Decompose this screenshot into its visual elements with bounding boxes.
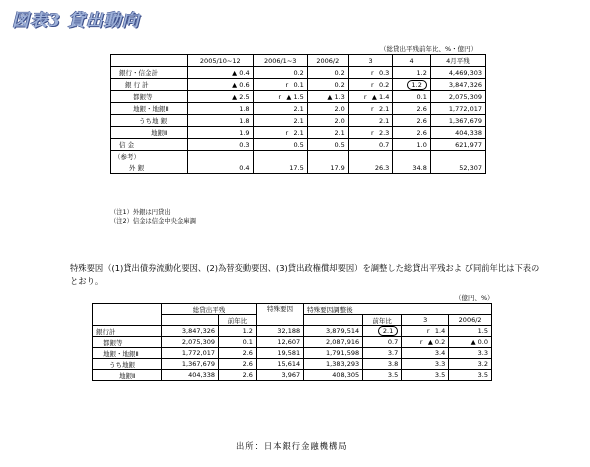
explanation-paragraph: 特殊要因（(1)貸出債券流動化要因、(2)為替変動要因、(3)貸出政権償却要因）を調整した総貸出平残およ び同前年比は下表のとおり。 (70, 263, 540, 286)
col-header: 前年比 (219, 315, 257, 326)
cell (188, 151, 254, 163)
row-label: 銀 行 計 (111, 79, 188, 91)
cell: 2.1 (253, 115, 307, 127)
table-header-row (111, 55, 486, 67)
row-label: 信 金 (111, 139, 188, 151)
col-header-blank (304, 315, 363, 326)
cell: 19,581 (256, 348, 303, 359)
cell (253, 79, 307, 91)
col-header: 特殊要因 (256, 304, 303, 326)
cell: 0.3 (188, 139, 254, 151)
col-header: 4 (393, 55, 431, 67)
cell: 15,614 (256, 359, 303, 370)
unit-note: （総貸出平残前年比、%・億円） (380, 45, 478, 53)
cell (307, 151, 348, 163)
cell (393, 79, 431, 91)
cell: 3.3 (402, 359, 449, 370)
cell-value: ▲ 1.5 (286, 92, 304, 101)
cell: 4,469,303 (430, 67, 485, 79)
revised-mark: r (370, 128, 374, 137)
col-header: 4月平残 (430, 55, 485, 67)
cell: 0.1 (219, 337, 257, 348)
cell (348, 79, 393, 91)
cell (348, 139, 393, 151)
cell-value: 0.7 (378, 140, 390, 149)
cell-value: 0.1 (293, 80, 304, 89)
revised-mark: r (363, 92, 367, 101)
cell: 32,188 (256, 326, 303, 337)
cell-value: 0.3 (378, 68, 390, 77)
cell: ▲ 2.5 (188, 91, 254, 103)
cell: ▲ 0.0 (449, 337, 492, 348)
table-row (111, 67, 486, 79)
cell-value: 1.4 (434, 327, 446, 335)
col-header: 前年比 (363, 315, 402, 326)
col-header: 2005/10~12 (188, 55, 254, 67)
source-note: 出所：日本銀行金融機構局 (236, 441, 348, 451)
cell: 2.6 (219, 370, 257, 381)
cell (430, 151, 485, 163)
row-label: 地銀・地銀Ⅱ (111, 103, 188, 115)
cell (402, 337, 449, 348)
cell (348, 115, 393, 127)
cell: 3.5 (363, 370, 402, 381)
corner-cell (93, 304, 162, 326)
cell: 3.8 (363, 359, 402, 370)
cell: 12,607 (256, 337, 303, 348)
cell (348, 127, 393, 139)
revised-mark: r (370, 68, 374, 77)
table-row (111, 162, 486, 174)
cell: 408,305 (304, 370, 363, 381)
page-title: 図表3 貸出動向 (12, 11, 140, 31)
table-row (93, 326, 492, 337)
revised-mark: r (285, 128, 289, 137)
cell-value: 0.2 (378, 80, 390, 89)
cell: 1.2 (219, 326, 257, 337)
cell: 1,383,293 (304, 359, 363, 370)
cell: 2.1 (307, 127, 348, 139)
cell: ▲ 0.4 (188, 67, 254, 79)
table-row (111, 79, 486, 91)
cell: 1.8 (188, 115, 254, 127)
cell: 2,075,309 (162, 337, 219, 348)
cell: 2.6 (393, 103, 431, 115)
table-row (93, 370, 492, 381)
adjusted-lending-table (92, 303, 492, 381)
cell: 2,087,916 (304, 337, 363, 348)
cell: 1,772,017 (162, 348, 219, 359)
cell: 2.6 (393, 127, 431, 139)
row-label: 都銀等 (93, 337, 162, 348)
cell: 3.5 (449, 370, 492, 381)
cell: 2.0 (307, 103, 348, 115)
row-label: （参考） (111, 151, 188, 163)
cell: 0.5 (307, 139, 348, 151)
highlight-circle: 1.2 (407, 80, 427, 90)
table-row (93, 337, 492, 348)
row-label: 都銀等 (111, 91, 188, 103)
table-row (111, 115, 486, 127)
cell: 1,367,679 (430, 115, 485, 127)
cell-value: ▲ 0.2 (427, 338, 446, 346)
cell: 3,967 (256, 370, 303, 381)
cell (253, 127, 307, 139)
cell: 0.2 (307, 79, 348, 91)
table-row (111, 91, 486, 103)
col-header: 3 (402, 315, 449, 326)
col-header: 総貸出平残 (162, 304, 257, 315)
cell: 0.7 (363, 337, 402, 348)
cell: 0.4 (188, 162, 254, 174)
cell: 52,307 (430, 162, 485, 174)
cell (402, 326, 449, 337)
cell (348, 103, 393, 115)
cell: 17.5 (253, 162, 307, 174)
cell: 0.2 (253, 67, 307, 79)
col-header: 3 (348, 55, 393, 67)
cell (363, 326, 402, 337)
cell: 3.7 (363, 348, 402, 359)
row-label: 銀行・信金計 (111, 67, 188, 79)
cell-value: 2.1 (293, 128, 304, 137)
cell (348, 67, 393, 79)
col-header: 2006/2 (307, 55, 348, 67)
table-row (111, 127, 486, 139)
highlight-circle: 2.1 (378, 326, 398, 336)
cell: 3,847,326 (162, 326, 219, 337)
table-row (111, 103, 486, 115)
row-label: 地銀Ⅱ (111, 127, 188, 139)
cell: 2,075,309 (430, 91, 485, 103)
cell: 0.2 (307, 67, 348, 79)
revised-mark: r (370, 104, 374, 113)
row-label: うち地銀 (93, 359, 162, 370)
cell (253, 91, 307, 103)
row-label: 地銀Ⅱ (93, 370, 162, 381)
cell: 2.0 (307, 115, 348, 127)
unit-note-2: （億円、%） (455, 294, 494, 302)
cell: 3.4 (402, 348, 449, 359)
row-label: うち地 銀 (111, 115, 188, 127)
table-row (111, 151, 486, 163)
cell (348, 91, 393, 103)
cell: 1.9 (188, 127, 254, 139)
cell: 1,367,679 (162, 359, 219, 370)
cell: ▲ 0.6 (188, 79, 254, 91)
col-header: 2006/2 (449, 315, 492, 326)
cell: 404,338 (430, 127, 485, 139)
revised-mark: r (370, 80, 374, 89)
cell: 3,847,326 (430, 79, 485, 91)
col-header: 特殊要因調整後 (304, 304, 492, 315)
cell: 2.6 (393, 115, 431, 127)
row-label: 銀行計 (93, 326, 162, 337)
revised-mark: r (278, 92, 282, 101)
row-label: 地銀・地銀Ⅱ (93, 348, 162, 359)
cell: 404,338 (162, 370, 219, 381)
cell-value: 2.3 (378, 128, 390, 137)
cell: 0.5 (253, 139, 307, 151)
col-header: 2006/1~3 (253, 55, 307, 67)
cell: 1.8 (188, 103, 254, 115)
table-row (93, 359, 492, 370)
cell: 3,879,514 (304, 326, 363, 337)
cell: 2.6 (219, 348, 257, 359)
col-header-blank (162, 315, 219, 326)
note-line: （注2）信金は信金中央金庫調 (110, 218, 196, 225)
lending-trend-table (110, 54, 486, 174)
revised-mark: r (419, 338, 423, 346)
cell-value: 2.1 (378, 116, 390, 125)
revised-mark: r (285, 80, 289, 89)
cell (348, 151, 393, 163)
cell (253, 151, 307, 163)
revised-mark: r (426, 327, 430, 335)
cell: 3.2 (449, 359, 492, 370)
row-label: 外 銀 (111, 162, 188, 174)
cell: 34.8 (393, 162, 431, 174)
table-row (93, 348, 492, 359)
cell: ▲ 1.3 (307, 91, 348, 103)
cell: 621,977 (430, 139, 485, 151)
cell-value: 2.1 (378, 104, 390, 113)
cell: 17.9 (307, 162, 348, 174)
cell: 1.0 (393, 139, 431, 151)
cell: 26.3 (348, 162, 393, 174)
cell: 3.3 (449, 348, 492, 359)
cell: 1.2 (393, 67, 431, 79)
cell (393, 151, 431, 163)
note-line: （注1）外銀は円貸出 (110, 209, 171, 216)
table-row (111, 139, 486, 151)
cell: 3.5 (402, 370, 449, 381)
cell: 2.1 (253, 103, 307, 115)
table-header-row (93, 304, 492, 315)
cell: 2.6 (219, 359, 257, 370)
cell: 0.1 (393, 91, 431, 103)
cell: 1,791,598 (304, 348, 363, 359)
cell: 1.5 (449, 326, 492, 337)
cell: 1,772,017 (430, 103, 485, 115)
corner-cell (111, 55, 188, 67)
cell-value: ▲ 1.4 (371, 92, 390, 101)
notes (110, 208, 196, 226)
